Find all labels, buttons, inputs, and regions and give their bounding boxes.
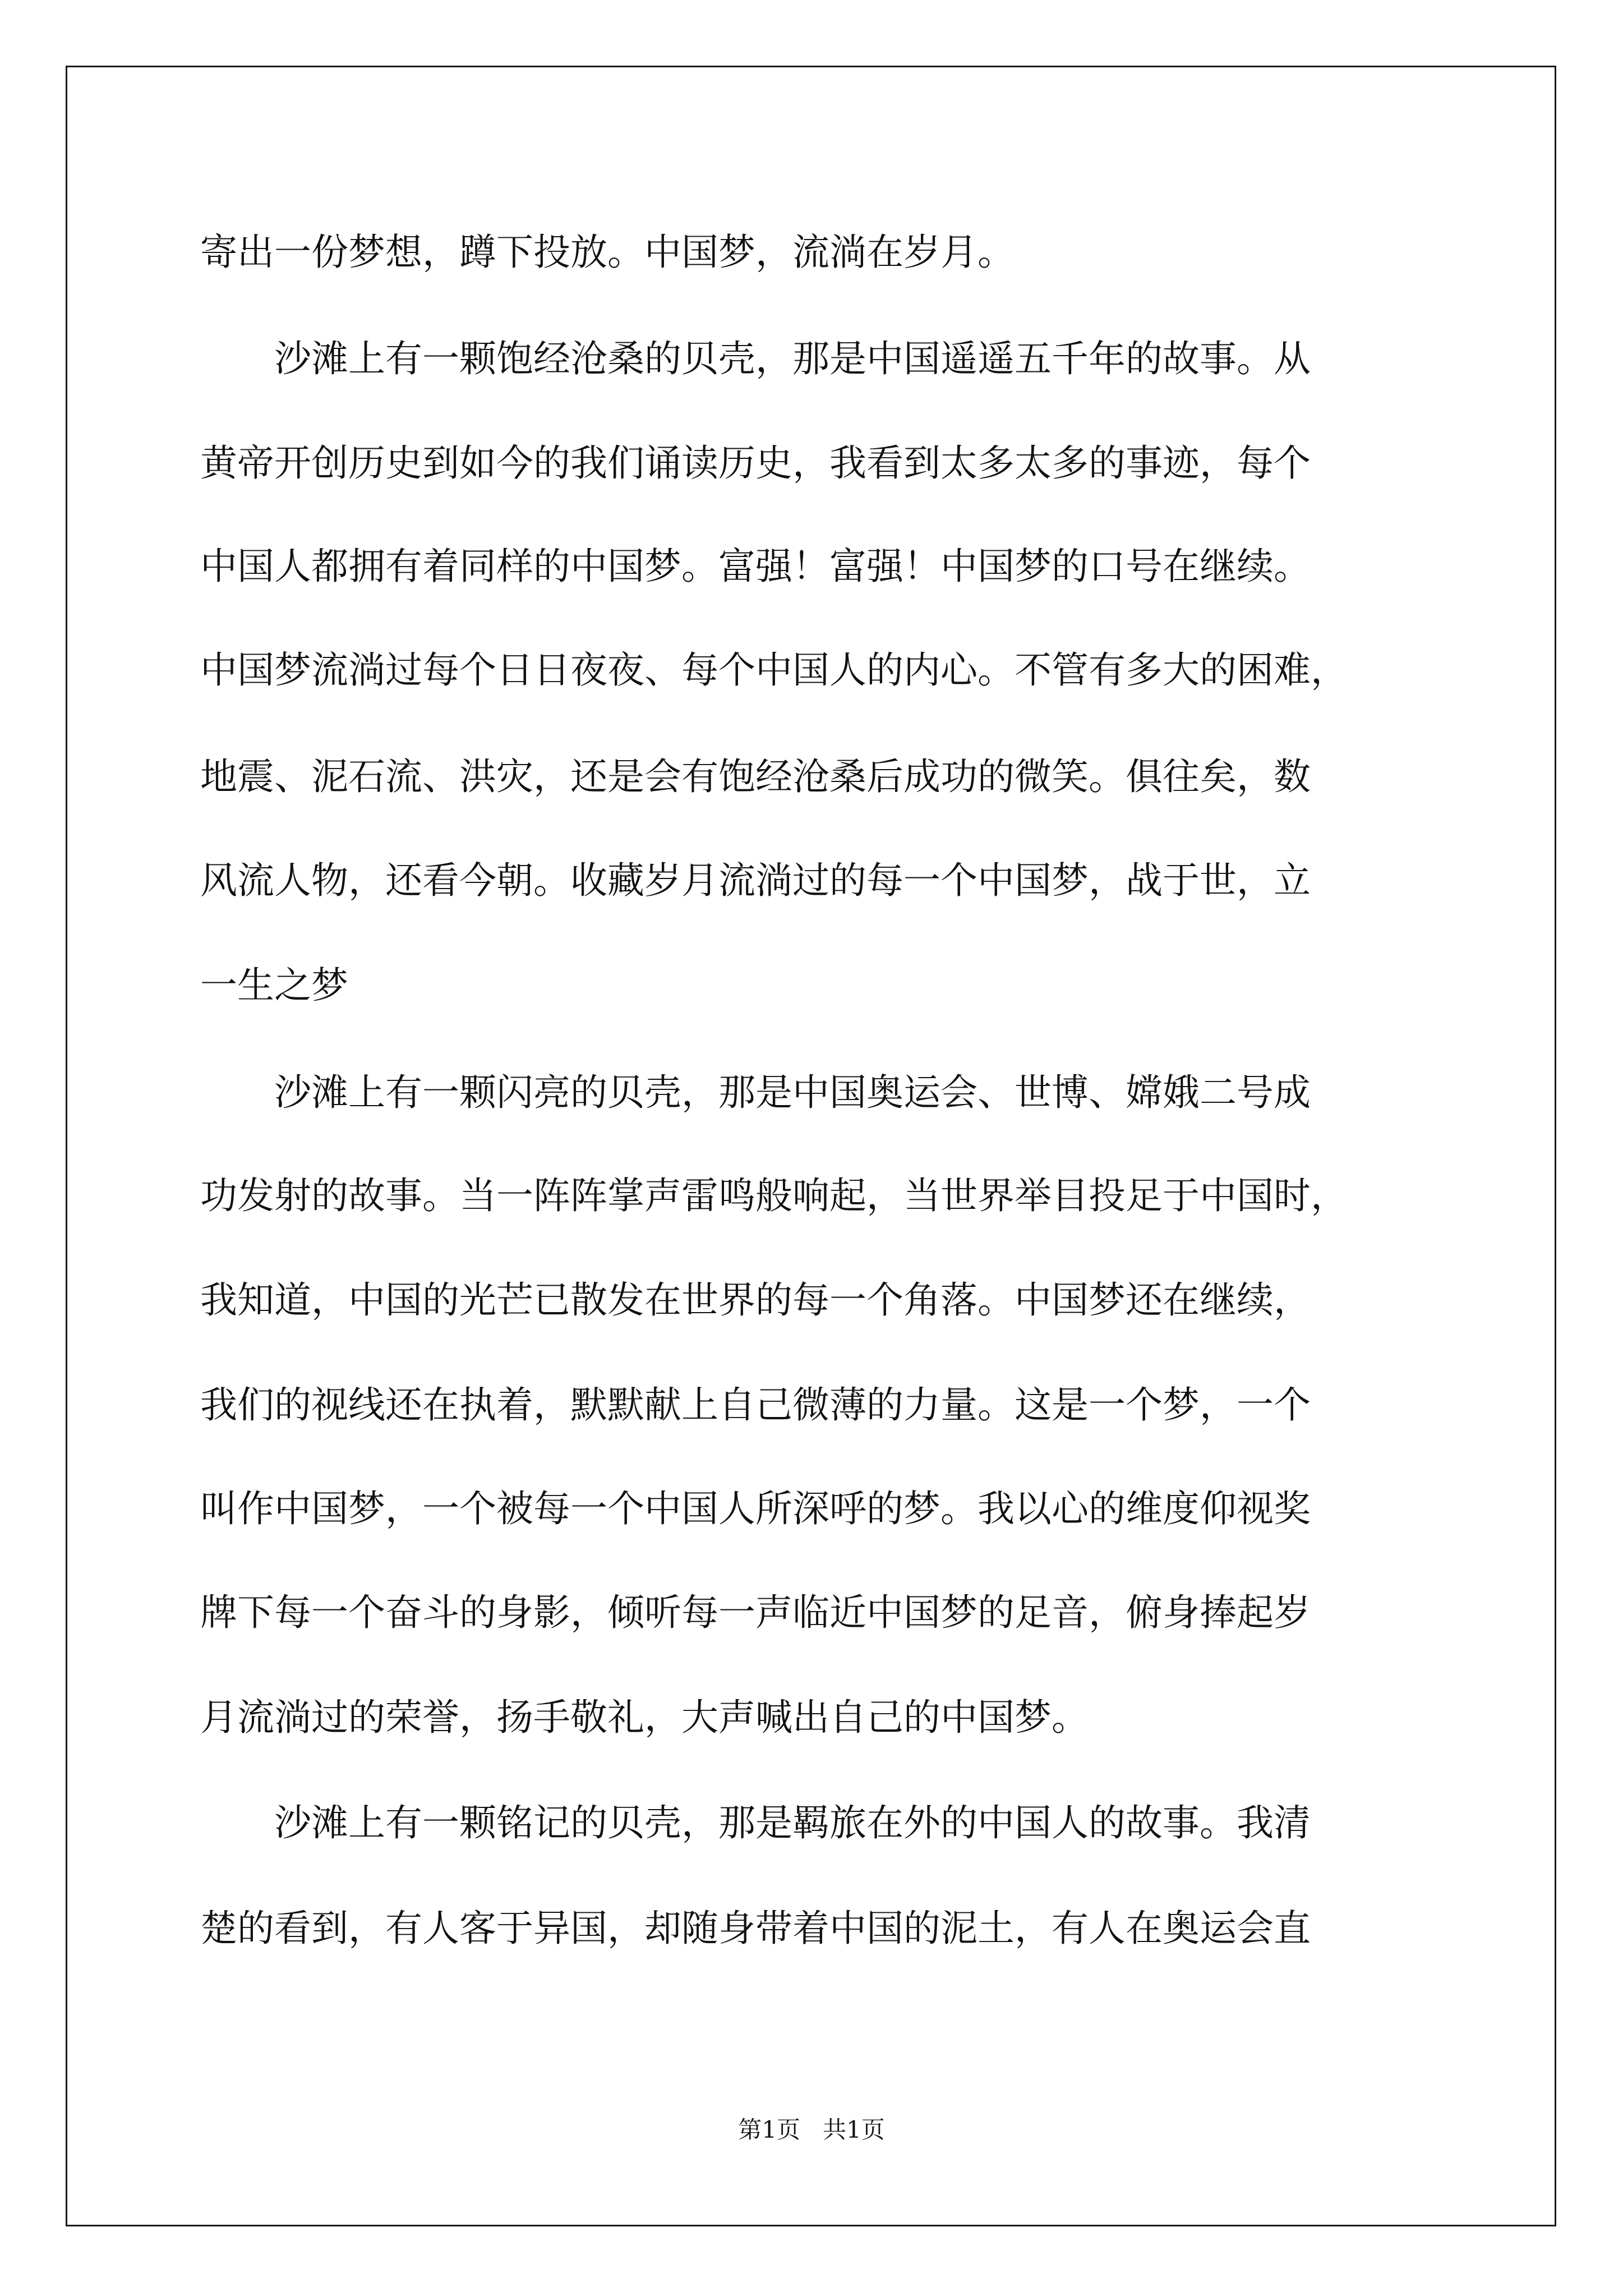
- text-line-10: 功发射的故事。当一阵阵掌声雷鸣般响起，当世界举目投足于中国时，: [200, 1174, 1348, 1217]
- text-line-9: 沙滩上有一颗闪亮的贝壳，那是中国奥运会、世博、嫦娥二号成: [200, 1071, 1311, 1114]
- text-line-7: 风流人物，还看今朝。收藏岁月流淌过的每一个中国梦，战于世，立: [200, 859, 1311, 902]
- text-line-11: 我知道，中国的光芒已散发在世界的每一个角落。中国梦还在继续，: [200, 1278, 1311, 1322]
- text-line-8: 一生之梦: [200, 964, 348, 1007]
- page-border: [66, 66, 1556, 2226]
- text-line-16: 沙滩上有一颗铭记的贝壳，那是羁旅在外的中国人的故事。我清: [200, 1801, 1311, 1844]
- text-line-3: 黄帝开创历史到如今的我们诵读历史，我看到太多太多的事迹，每个: [200, 441, 1311, 485]
- text-line-4: 中国人都拥有着同样的中国梦。富强！富强！中国梦的口号在继续。: [200, 545, 1311, 588]
- page-footer: 第1页 共1页: [738, 2116, 885, 2143]
- text-line-13: 叫作中国梦，一个被每一个中国人所深呼的梦。我以心的维度仰视奖: [200, 1487, 1311, 1530]
- text-line-17: 楚的看到，有人客于异国，却随身带着中国的泥土，有人在奥运会直: [200, 1907, 1311, 1950]
- text-line-1: 寄出一份梦想，蹲下投放。中国梦，流淌在岁月。: [200, 231, 1015, 274]
- text-line-14: 牌下每一个奋斗的身影，倾听每一声临近中国梦的足音，俯身捧起岁: [200, 1591, 1311, 1634]
- text-line-5: 中国梦流淌过每个日日夜夜、每个中国人的内心。不管有多大的困难，: [200, 648, 1348, 692]
- text-line-6: 地震、泥石流、洪灾，还是会有饱经沧桑后成功的微笑。俱往矣，数: [200, 755, 1311, 798]
- text-line-2: 沙滩上有一颗饱经沧桑的贝壳，那是中国遥遥五千年的故事。从: [200, 337, 1311, 380]
- text-line-12: 我们的视线还在执着，默默献上自己微薄的力量。这是一个梦，一个: [200, 1383, 1311, 1427]
- text-line-15: 月流淌过的荣誉，扬手敬礼，大声喊出自己的中国梦。: [200, 1696, 1089, 1739]
